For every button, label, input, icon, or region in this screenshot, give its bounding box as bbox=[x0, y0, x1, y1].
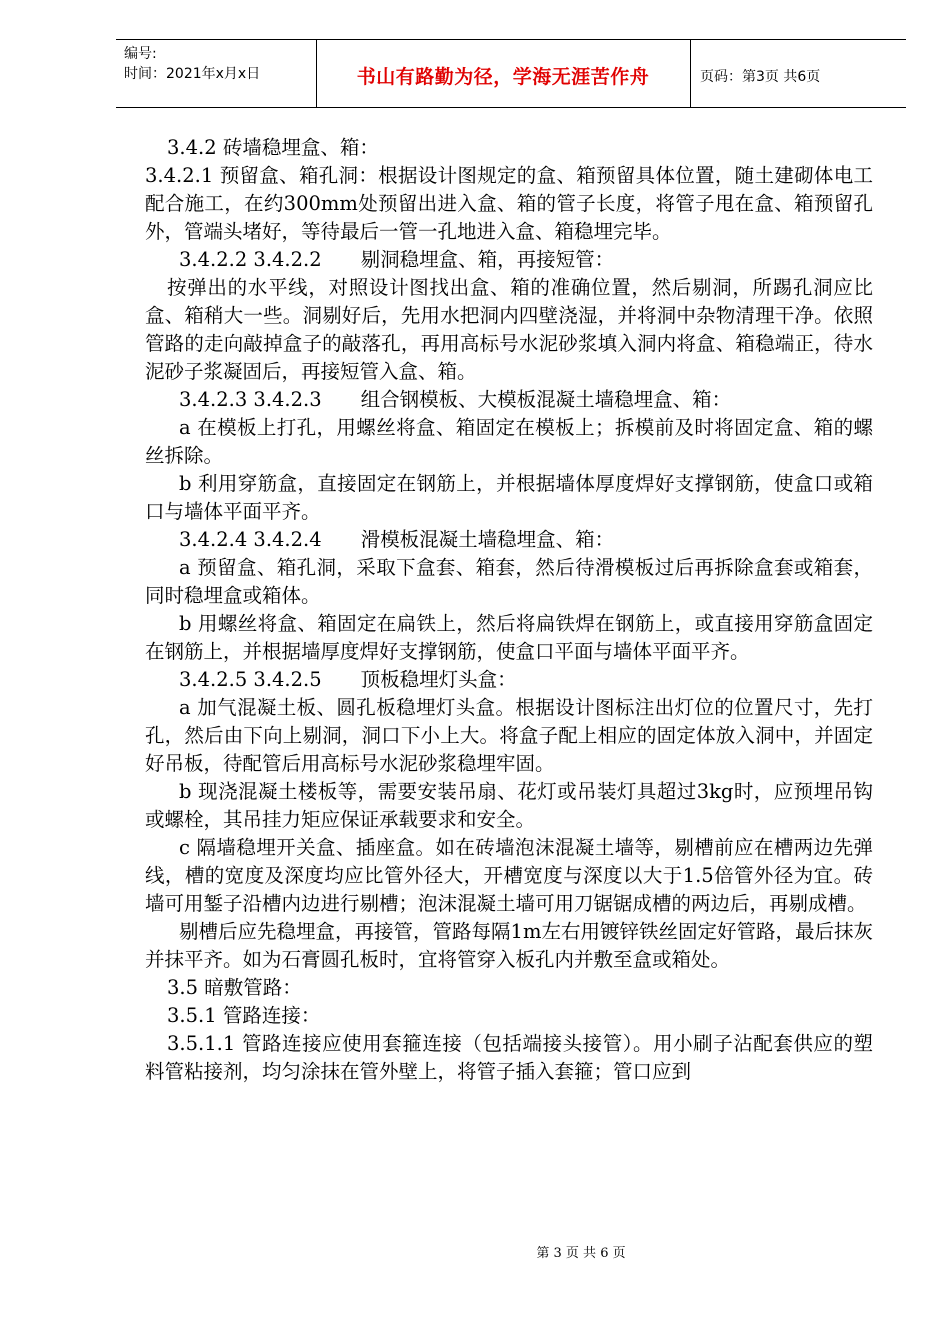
page-footer: 第 3 页 共 6 页 bbox=[536, 1246, 626, 1261]
header-divider bbox=[690, 40, 691, 107]
paragraph: 3.4.2.4 3.4.2.4 滑模板混凝土墙稳埋盒、箱： bbox=[179, 528, 615, 551]
header-meta bbox=[124, 44, 260, 84]
paragraph: 3.5 暗敷管路： bbox=[167, 976, 302, 999]
paragraph: 3.4.2.5 3.4.2.5 顶板稳埋灯头盒： bbox=[179, 668, 517, 691]
paragraph: b 用螺丝将盒、箱固定在扁铁上，然后将扁铁焊在钢筋上，或直接用穿筋盒固定在钢筋上，并根据墙厚度焊好支撑钢筋，使盒口平面与墙体平面平齐。 bbox=[145, 612, 873, 663]
paragraph: a 加气混凝土板、圆孔板稳埋灯头盒。根据设计图标注出灯位的位置尺寸，先打孔，然后由下向上剔洞，洞口下小上大。将盒子配上相应的固定体放入洞中，并固定好吊板，待配管后用高标号水泥砂浆稳埋牢固。 bbox=[145, 696, 873, 775]
paragraph: 剔槽后应先稳埋盒，再接管，管路每隔1m左右用镀锌铁丝固定好管路，最后抹灰并抹平齐。如为石膏圆孔板时，宜将管穿入板孔内并敷至盒或箱处。 bbox=[145, 920, 873, 971]
paragraph: 3.5.1 管路连接： bbox=[167, 1004, 321, 1027]
time-label: 时间：2021年x月x日 bbox=[124, 66, 261, 82]
paragraph: b 利用穿筋盒，直接固定在钢筋上，并根据墙体厚度焊好支撑钢筋，使盒口或箱口与墙体平面平齐。 bbox=[145, 472, 873, 523]
document-body bbox=[145, 134, 873, 1086]
paragraph: 3.4.2.1 预留盒、箱孔洞：根据设计图规定的盒、箱预留具体位置，随土建砌体电工配合施工，在约300mm处预留出进入盒、箱的管子长度，将管子甩在盒、箱预留孔外，管端头堵好，等待最后一管一孔地进入盒、箱稳埋完毕。 bbox=[145, 164, 873, 243]
serial-label: 编号: bbox=[124, 46, 157, 62]
paragraph: b 现浇混凝土楼板等，需要安装吊扇、花灯或吊装灯具超过3kg时，应预埋吊钩或螺栓，其吊挂力矩应保证承载要求和安全。 bbox=[145, 780, 873, 831]
paragraph: 3.4.2.3 3.4.2.3 组合钢模板、大模板混凝土墙稳埋盒、箱： bbox=[179, 388, 732, 411]
paragraph: a 在模板上打孔，用螺丝将盒、箱固定在模板上；拆模前及时将固定盒、箱的螺丝拆除。 bbox=[145, 416, 873, 467]
paragraph: 3.4.2.2 3.4.2.2 剔洞稳埋盒、箱，再接短管： bbox=[179, 248, 615, 271]
page-header bbox=[116, 39, 906, 108]
paragraph: 按弹出的水平线，对照设计图找出盒、箱的准确位置，然后剔洞，所踢孔洞应比盒、箱稍大一些。洞剔好后，先用水把洞内四壁浇湿，并将洞中杂物清理干净。依照管路的走向敲掉盒子的敲落孔，再用高标号水泥砂浆填入洞内将盒、箱稳端正，待水泥砂子浆凝固后，再接短管入盒、箱。 bbox=[145, 276, 873, 383]
header-page-info: 页码：第3页 共6页 bbox=[700, 69, 821, 85]
paragraph: a 预留盒、箱孔洞，采取下盒套、箱套，然后待滑模板过后再拆除盒套或箱套，同时稳埋盒或箱体。 bbox=[145, 556, 873, 607]
header-motto: 书山有路勤为径，学海无涯苦作舟 bbox=[356, 66, 650, 88]
paragraph: 3.4.2 砖墙稳埋盒、箱： bbox=[167, 136, 379, 159]
paragraph: c 隔墙稳埋开关盒、插座盒。如在砖墙泡沫混凝土墙等，剔槽前应在槽两边先弹线，槽的宽度及深度均应比管外径大，开槽宽度与深度以大于1.5倍管外径为宜。砖墙可用錾子沿槽内边进行剔槽；泡沫混凝土墙可用刀锯锯成槽的两边后，再剔成槽。 bbox=[145, 836, 873, 915]
paragraph: 3.5.1.1 管路连接应使用套箍连接（包括端接头接管）。用小刷子沾配套供应的塑料管粘接剂，均匀涂抹在管外壁上，将管子插入套箍；管口应到 bbox=[145, 1032, 873, 1083]
